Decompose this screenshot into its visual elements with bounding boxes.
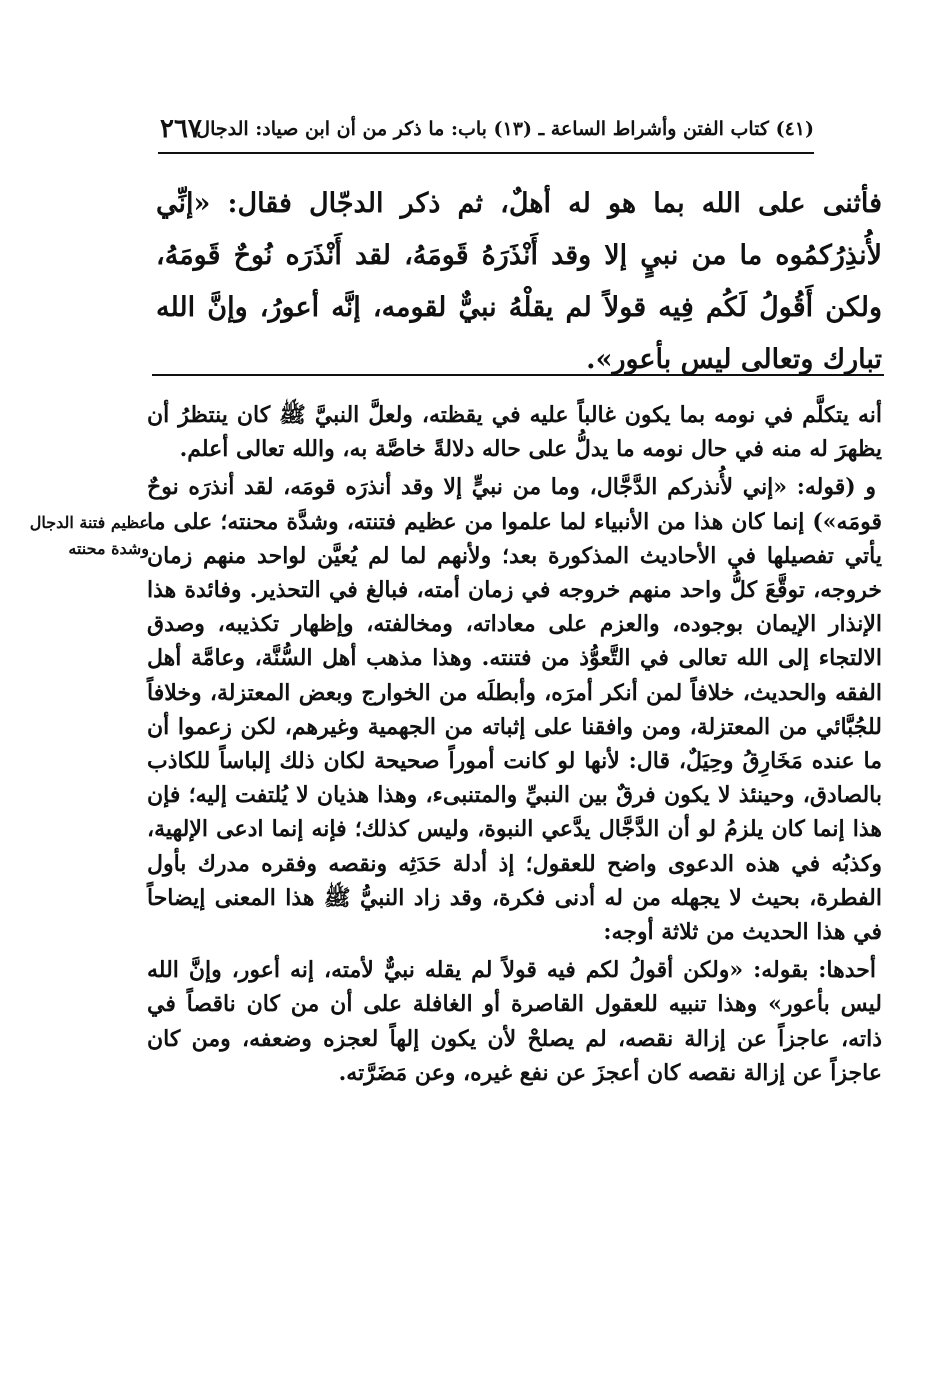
running-header — [158, 112, 814, 154]
margin-note: عظيم فتنة الدجال وشدة محنته — [29, 513, 149, 558]
header-title: (٤١) كتاب الفتن وأشراط الساعة ـ (١٣) باب: ما ذكر من أن ابن صياد: الدجال — [196, 118, 814, 140]
commentary — [147, 398, 882, 1090]
section-divider — [152, 374, 884, 376]
commentary-paragraph-1: أنه يتكلَّم في نومه بما يكون غالباً عليه في يقظته، ولعلَّ النبيَّ ﷺ كان ينتظرُ أن يظهرَ له منه في حال نومه ما يدلُّ على حاله دلالةً خاصَّة به، والله تعالى أعلم. — [147, 402, 882, 463]
commentary-paragraph-2: و (قوله: «إني لأُنذركم الدَّجَّال، وما من نبيٍّ إلا وقد أنذرَه قومَه، لقد أنذرَه نوحٌ قومَه») إنما كان هذا من الأنبياء لما علموا من عظيم فتنته، وشدَّة محنته؛ على ما يأتي تفصيلها في الأحاديث المذكورة بعد؛ ولأنهم لما لم يُعيَّن لواحد منهم زمان خروجه، توقَّعَ كلُّ واحد منهم خروجه في زمان أمته، فبالغ في التحذير. وفائدة هذا الإنذار الإيمان بوجوده، والعزم على معاداته، ومخالفته، وإظهار تكذيبه، وصدق الالتجاء إلى الله تعالى في التَّعوُّذ من فتنته. وهذا مذهب أهل السُّنَّة، وعامَّة أهل الفقه والحديث، خلافاً لمن أنكر أمرَه، وأبطلَه من الخوارج وبعض المعتزلة، وخلافاً للجُبَّائي من المعتزلة، ومن وافقنا على إثباته من الجهمية وغيرهم، لكن زعموا أن ما عنده مَخَارِقُ وحِيَلٌ، قال: لأنها لو كانت أموراً صحيحة لكان ذلك إلباساً للكاذب بالصادق، وحينئذ لا يكون فرقٌ بين النبيِّ والمتنبىء، وهذا هذيان لا يُلتفت إليه؛ فإن هذا إنما كان يلزمُ لو أن الدَّجَّال يدَّعي النبوة، وليس كذلك؛ فإنه إنما ادعى الإلهية، وكذبُه في هذه الدعوى واضح للعقول؛ إذ أدلة حَدَثِه ونقصه وفقره مدرك بأول الفطرة، بحيث لا يجهله من له أدنى فكرة، وقد زاد النبيُّ ﷺ هذا المعنى إيضاحاً في هذا الحديث من ثلاثة أوجه: — [147, 474, 882, 946]
page-number: ٢٦٧ — [160, 114, 202, 144]
hadith-text: فأثنى على الله بما هو له أهلٌ، ثم ذكر الدجّال فقال: «إنِّي لأُنذِرُكمُوه ما من نبيٍ إلا وقد أَنْذَرَهُ قَومَهُ، لقد أَنْذَرَه نُوحٌ قَومَهُ، ولكن أَقُولُ لَكُم فِيه قولاً لم يقلْهُ نبيٌّ لقومه، إنَّه أعورُ، وإنَّ الله تبارك وتعالى ليس بأعور». — [156, 188, 882, 375]
commentary-paragraph-3: أحدها: بقوله: «ولكن أقولُ لكم فيه قولاً لم يقله نبيٌّ لأمته، إنه أعور، وإنَّ الله ليس بأعور» وهذا تنبيه للعقول القاصرة أو الغافلة على أن من كان ناقصاً في ذاته، عاجزاً عن إزالة نقصه، لم يصلحْ لأن يكون إلهاً لعجزه وضعفه، ومن كان عاجزاً عن إزالة نقصه كان أعجزَ عن نفع غيره، وعن مَضَرَّته. — [147, 957, 882, 1086]
